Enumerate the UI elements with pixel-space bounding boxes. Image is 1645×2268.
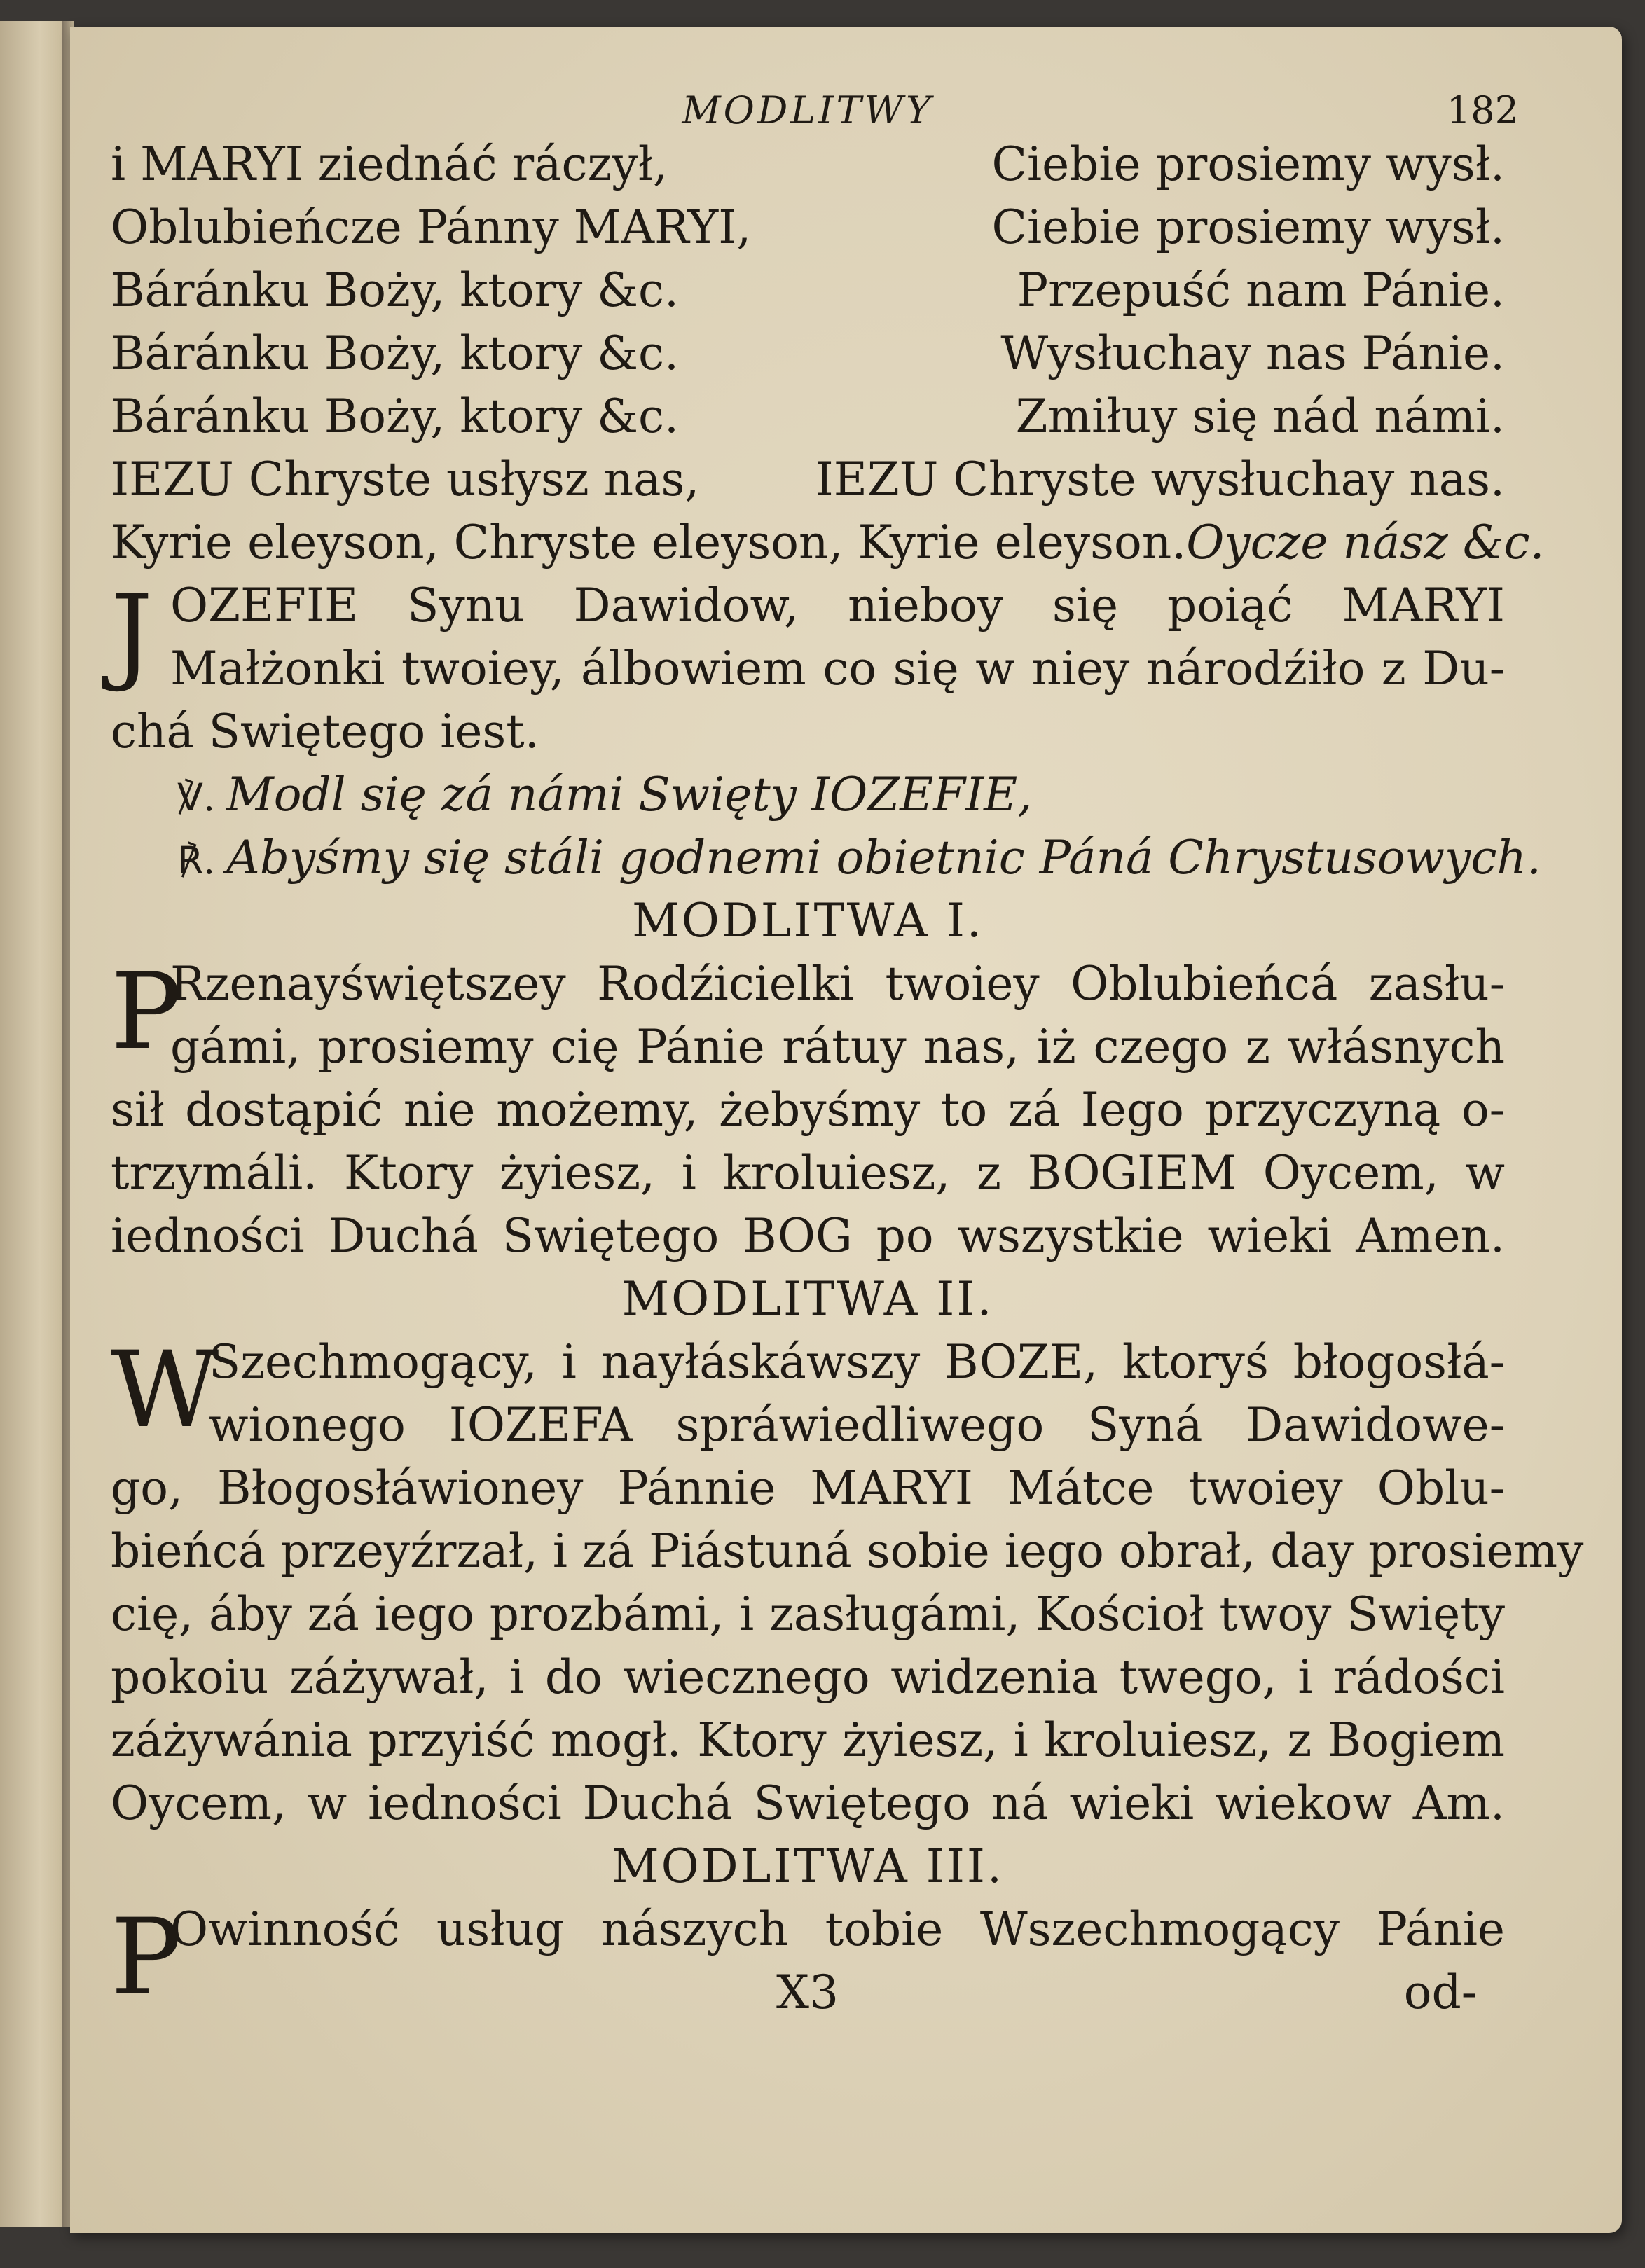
text-line: sił dostąpić nie możemy, żebyśmy to zá Iego przyczyną o- — [111, 1083, 1505, 1137]
text-line: go, Błogosłáwioney Pánnie MARYI Mátce twoiey Oblu- — [111, 1461, 1505, 1515]
text-line: záżywánia przyiść mogł. Ktory żyiesz, i kroluiesz, z Bogiem — [111, 1713, 1505, 1767]
text-line: Szechmogący, i nayłáskáwszy BOZE, ktoryś błogosłá- — [209, 1335, 1505, 1389]
signature-mark: X3 — [776, 1965, 839, 2019]
drop-cap: W — [111, 1329, 219, 1451]
prayer-1 — [111, 953, 1505, 1268]
text-line: iedności Duchá Swiętego BOG po wszystkie wieki Amen. — [111, 1209, 1505, 1263]
invocation: Báránku Boży, ktory &c. — [111, 326, 679, 380]
text-line: Oycem, w iedności Duchá Swiętego ná wieki wiekow Am. — [111, 1776, 1505, 1830]
response-symbol: ℟. — [177, 838, 216, 883]
response-verse — [111, 827, 1541, 890]
book-page — [70, 27, 1622, 2233]
versicle — [111, 763, 1505, 827]
text-line: gámi, prosiemy cię Pánie rátuy nas, iż czego z włásnych — [170, 1020, 1505, 1074]
text-line: OZEFIE Synu Dawidow, nieboy się poiąć MARYI — [170, 579, 1505, 632]
invocation: Oblubieńcze Pánny MARYI, — [111, 200, 752, 254]
drop-cap: P — [111, 951, 181, 1073]
text-line: chá Swiętego iest. — [111, 705, 539, 759]
prayer-heading: MODLITWA II. — [621, 1272, 994, 1326]
invocation: i MARYI ziednáć ráczył, — [111, 137, 668, 191]
prayer-2 — [111, 1329, 1584, 1835]
text-line: wionego IOZEFA spráwiedliwego Syná Dawidowe- — [209, 1398, 1505, 1452]
facing-page-edge — [0, 21, 68, 2227]
text-line: Rzenayświętszey Rodźicielki twoiey Oblubieńcá zasłu- — [170, 957, 1505, 1011]
text-line: Owinność usług nászych tobie Wszechmogący Pánie — [170, 1902, 1505, 1956]
drop-cap: J — [111, 573, 153, 695]
response: IEZU Chryste wysłuchay nas. — [815, 452, 1505, 506]
response: Wysłuchay nas Pánie. — [1000, 326, 1505, 380]
running-title: MODLITWY — [682, 88, 934, 132]
page-content — [111, 88, 1584, 2019]
litany-line — [111, 448, 1505, 511]
kyrie-text: Kyrie eleyson, Chryste eleyson, Kyrie eleyson. — [111, 516, 1187, 569]
prayer-heading: MODLITWA I. — [632, 894, 984, 948]
prayer-heading: MODLITWA III. — [612, 1839, 1004, 1893]
antiphon — [111, 574, 1505, 763]
running-head — [97, 88, 1519, 133]
litany-line — [111, 133, 1505, 196]
versicle-symbol: ℣. — [177, 775, 216, 820]
text-line: bieńcá przeyźrzał, i zá Piástuná sobie iego obrał, day prosiemy — [111, 1524, 1584, 1578]
invocation: IEZU Chryste usłysz nas, — [111, 452, 700, 506]
response-text: Abyśmy się stáli godnemi obietnic Páná Chrystusowych. — [226, 831, 1541, 885]
response: Zmiłuy się nád námi. — [1015, 389, 1505, 443]
invocation: Báránku Boży, ktory &c. — [111, 389, 679, 443]
text-line: cię, áby zá iego prozbámi, i zasługámi, Kościoł twoy Swięty — [111, 1587, 1505, 1641]
text-line: Małżonki twoiey, álbowiem co się w niey národźiło z Du- — [170, 642, 1505, 696]
response: Przepuść nam Pánie. — [1017, 263, 1505, 317]
drop-cap: P — [111, 1897, 181, 2019]
invocation: Báránku Boży, ktory &c. — [111, 263, 679, 317]
litany-line — [111, 322, 1505, 385]
catchword: od- — [1403, 1965, 1477, 2019]
pater-noster-cue: Oycze nász &c. — [1186, 516, 1545, 569]
page-footer — [111, 1961, 1505, 2017]
text-line: trzymáli. Ktory żyiesz, i kroluiesz, z BOGIEM Oycem, w — [111, 1146, 1505, 1200]
page-number: 182 — [1446, 88, 1519, 132]
litany-line — [111, 196, 1505, 259]
text-line: pokoiu záżywał, i do wiecznego widzenia twego, i rádości — [111, 1650, 1505, 1704]
response: Ciebie prosiemy wysł. — [991, 137, 1505, 191]
kyrie-line — [111, 511, 1545, 574]
litany-line — [111, 385, 1505, 448]
response: Ciebie prosiemy wysł. — [991, 200, 1505, 254]
versicle-text: Modl się zá námi Swięty IOZEFIE, — [226, 768, 1033, 822]
litany-line — [111, 259, 1505, 322]
